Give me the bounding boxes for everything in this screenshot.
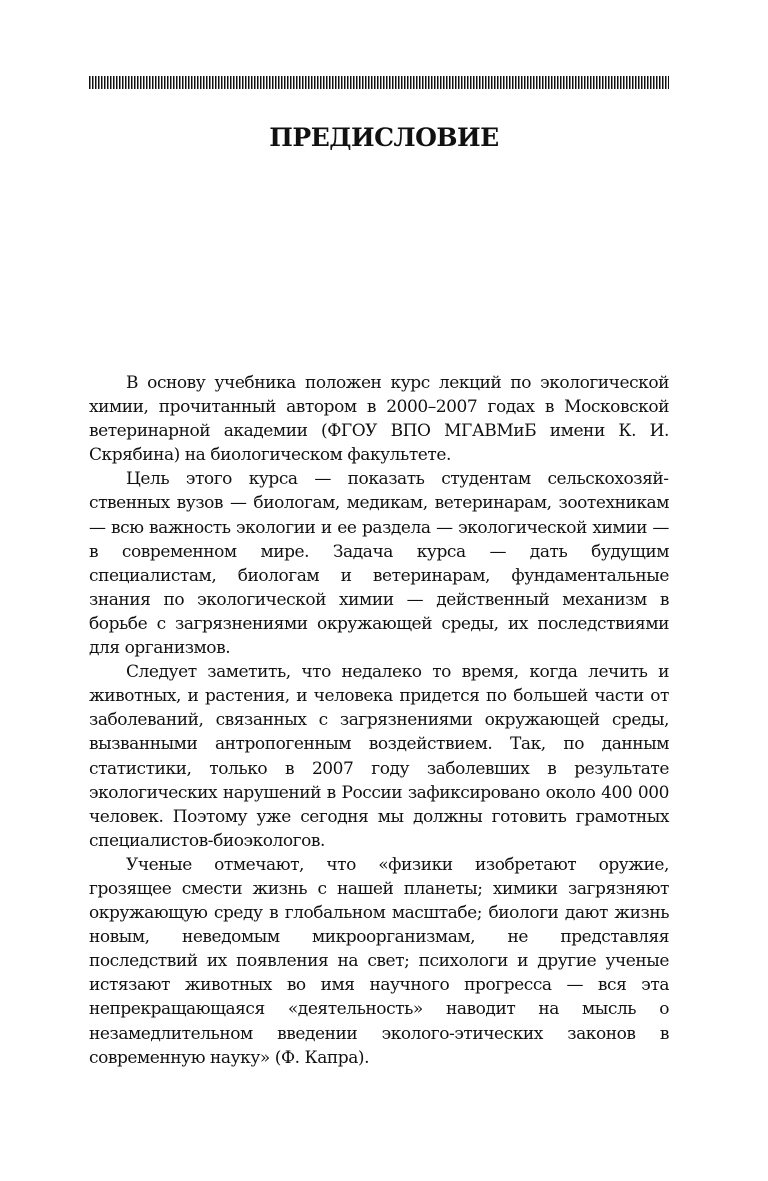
paragraph-1: В основу учебника положен курс лекций по экологической химии, прочитанный автором в 2000–2007 годах в Московской ветеринарной академии (ФГОУ ВПО МГАВМиБ имени К. И. Скрябина) на биологическом факультете.	[89, 373, 669, 466]
preface-body	[89, 371, 669, 1070]
page-title: ПРЕДИСЛОВИЕ	[269, 123, 499, 152]
decorative-hatched-rule	[89, 76, 669, 89]
paragraph-4: Ученые отмечают, что «физики изобретают оружие, грозящее смести жизнь с нашей планеты; химики загрязняют окружающую среду в глобальном масштабе; биологи дают жизнь новым, неведомым микроорганизмам, не представляя последствий их появления на свет; психологи и другие ученые истязают животных во имя научного прогресса — вся эта непрекращающаяся «деятельность» наводит на мысль о незамедлительном введении эколого-этических законов в современную науку» (Ф. Капра).	[89, 854, 669, 1068]
paragraph-3: Следует заметить, что недалеко то время, когда лечить и животных, и растения, и человека придется по большей части от заболеваний, связанных с загрязнениями окружающей среды, вызванными антропогенным воздействием. Так, по данным статистики, только в 2007 году заболевших в результате экологических нарушений в России зафиксировано около 400 000 человек. Поэтому уже сегодня мы должны готовить грамотных специалистов-биоэкологов.	[89, 662, 669, 851]
paragraph-2: Цель этого курса — показать студентам сельскохозяйственных вузов — биологам, медикам, ветеринарам, зоотехникам — всю важность экологии и ее раздела — экологической химии — в современном мире. Задача курса — дать будущим специалистам, биологам и ветеринарам, фундаментальные знания по экологической химии — действенный механизм в борьбе с загрязнениями окружающей среды, их последствиями для организмов.	[89, 469, 669, 659]
